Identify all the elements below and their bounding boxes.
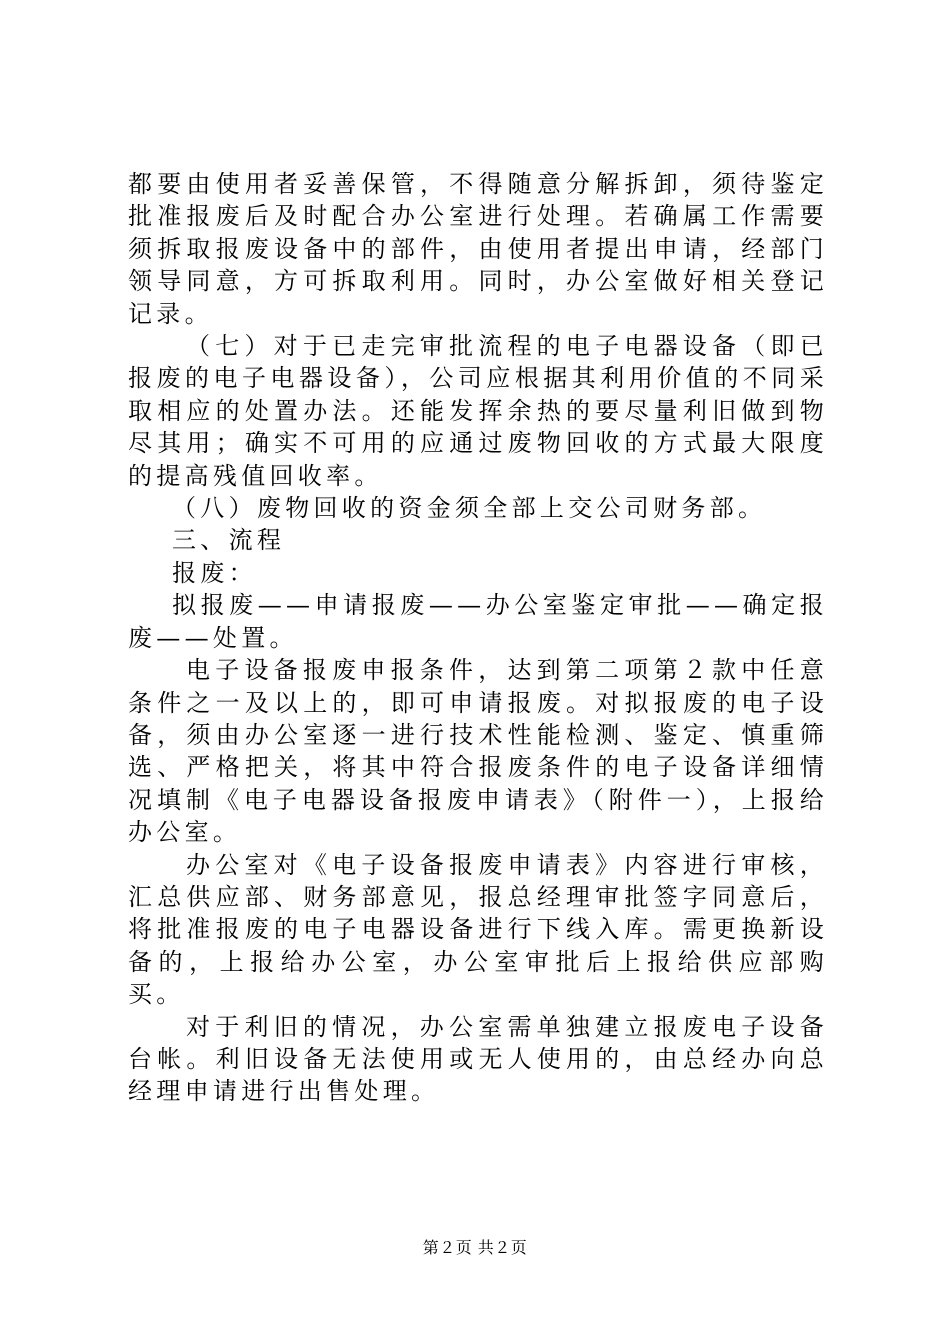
process-flow: 拟报废——申请报废——办公室鉴定审批——确定报废——处置。 [128, 591, 828, 652]
subheading-scrap: 报废： [172, 558, 257, 587]
paragraph-office-review: 办公室对《电子设备报废申请表》内容进行审核，汇总供应部、财务部意见，报总经理审批签字同意后，将批准报废的电子电器设备进行下线入库。需更换新设备的，上报给办公室，办公室审批后上报给供应部购买。 [128, 850, 828, 1009]
paragraph-item-eight: （八）废物回收的资金须全部上交公司财务部。 [172, 494, 767, 523]
paragraph-reuse: 对于利旧的情况，办公室需单独建立报废电子设备台帐。利旧设备无法使用或无人使用的，由总经办向总经理申请进行出售处理。 [128, 1012, 828, 1106]
page-footer: 第２页 共２页 [422, 1238, 528, 1257]
section-heading-process: 三、流程 [172, 526, 286, 555]
document-body [128, 168, 828, 1108]
paragraph-continuation: 都要由使用者妥善保管，不得随意分解拆卸，须待鉴定批准报废后及时配合办公室进行处理。若确属工作需要须拆取报废设备中的部件，由使用者提出申请，经部门领导同意，方可拆取利用。同时，办公室做好相关登记记录。 [128, 170, 828, 328]
paragraph-application-conditions: 电子设备报废申报条件，达到第二项第２款中任意条件之一及以上的，即可申请报废。对拟报废的电子设备，须由办公室逐一进行技术性能检测、鉴定、慎重筛选、严格把关，将其中符合报废条件的电子设备详细情况填制《电子电器设备报废申请表》（附件一），上报给办公室。 [128, 656, 828, 847]
paragraph-item-seven: （七）对于已走完审批流程的电子电器设备（即已报废的电子电器设备），公司应根据其利用价值的不同采取相应的处置办法。还能发挥余热的要尽量利旧做到物尽其用；确实不可用的应通过废物回收的方式最大限度的提高残值回收率。 [128, 332, 828, 490]
